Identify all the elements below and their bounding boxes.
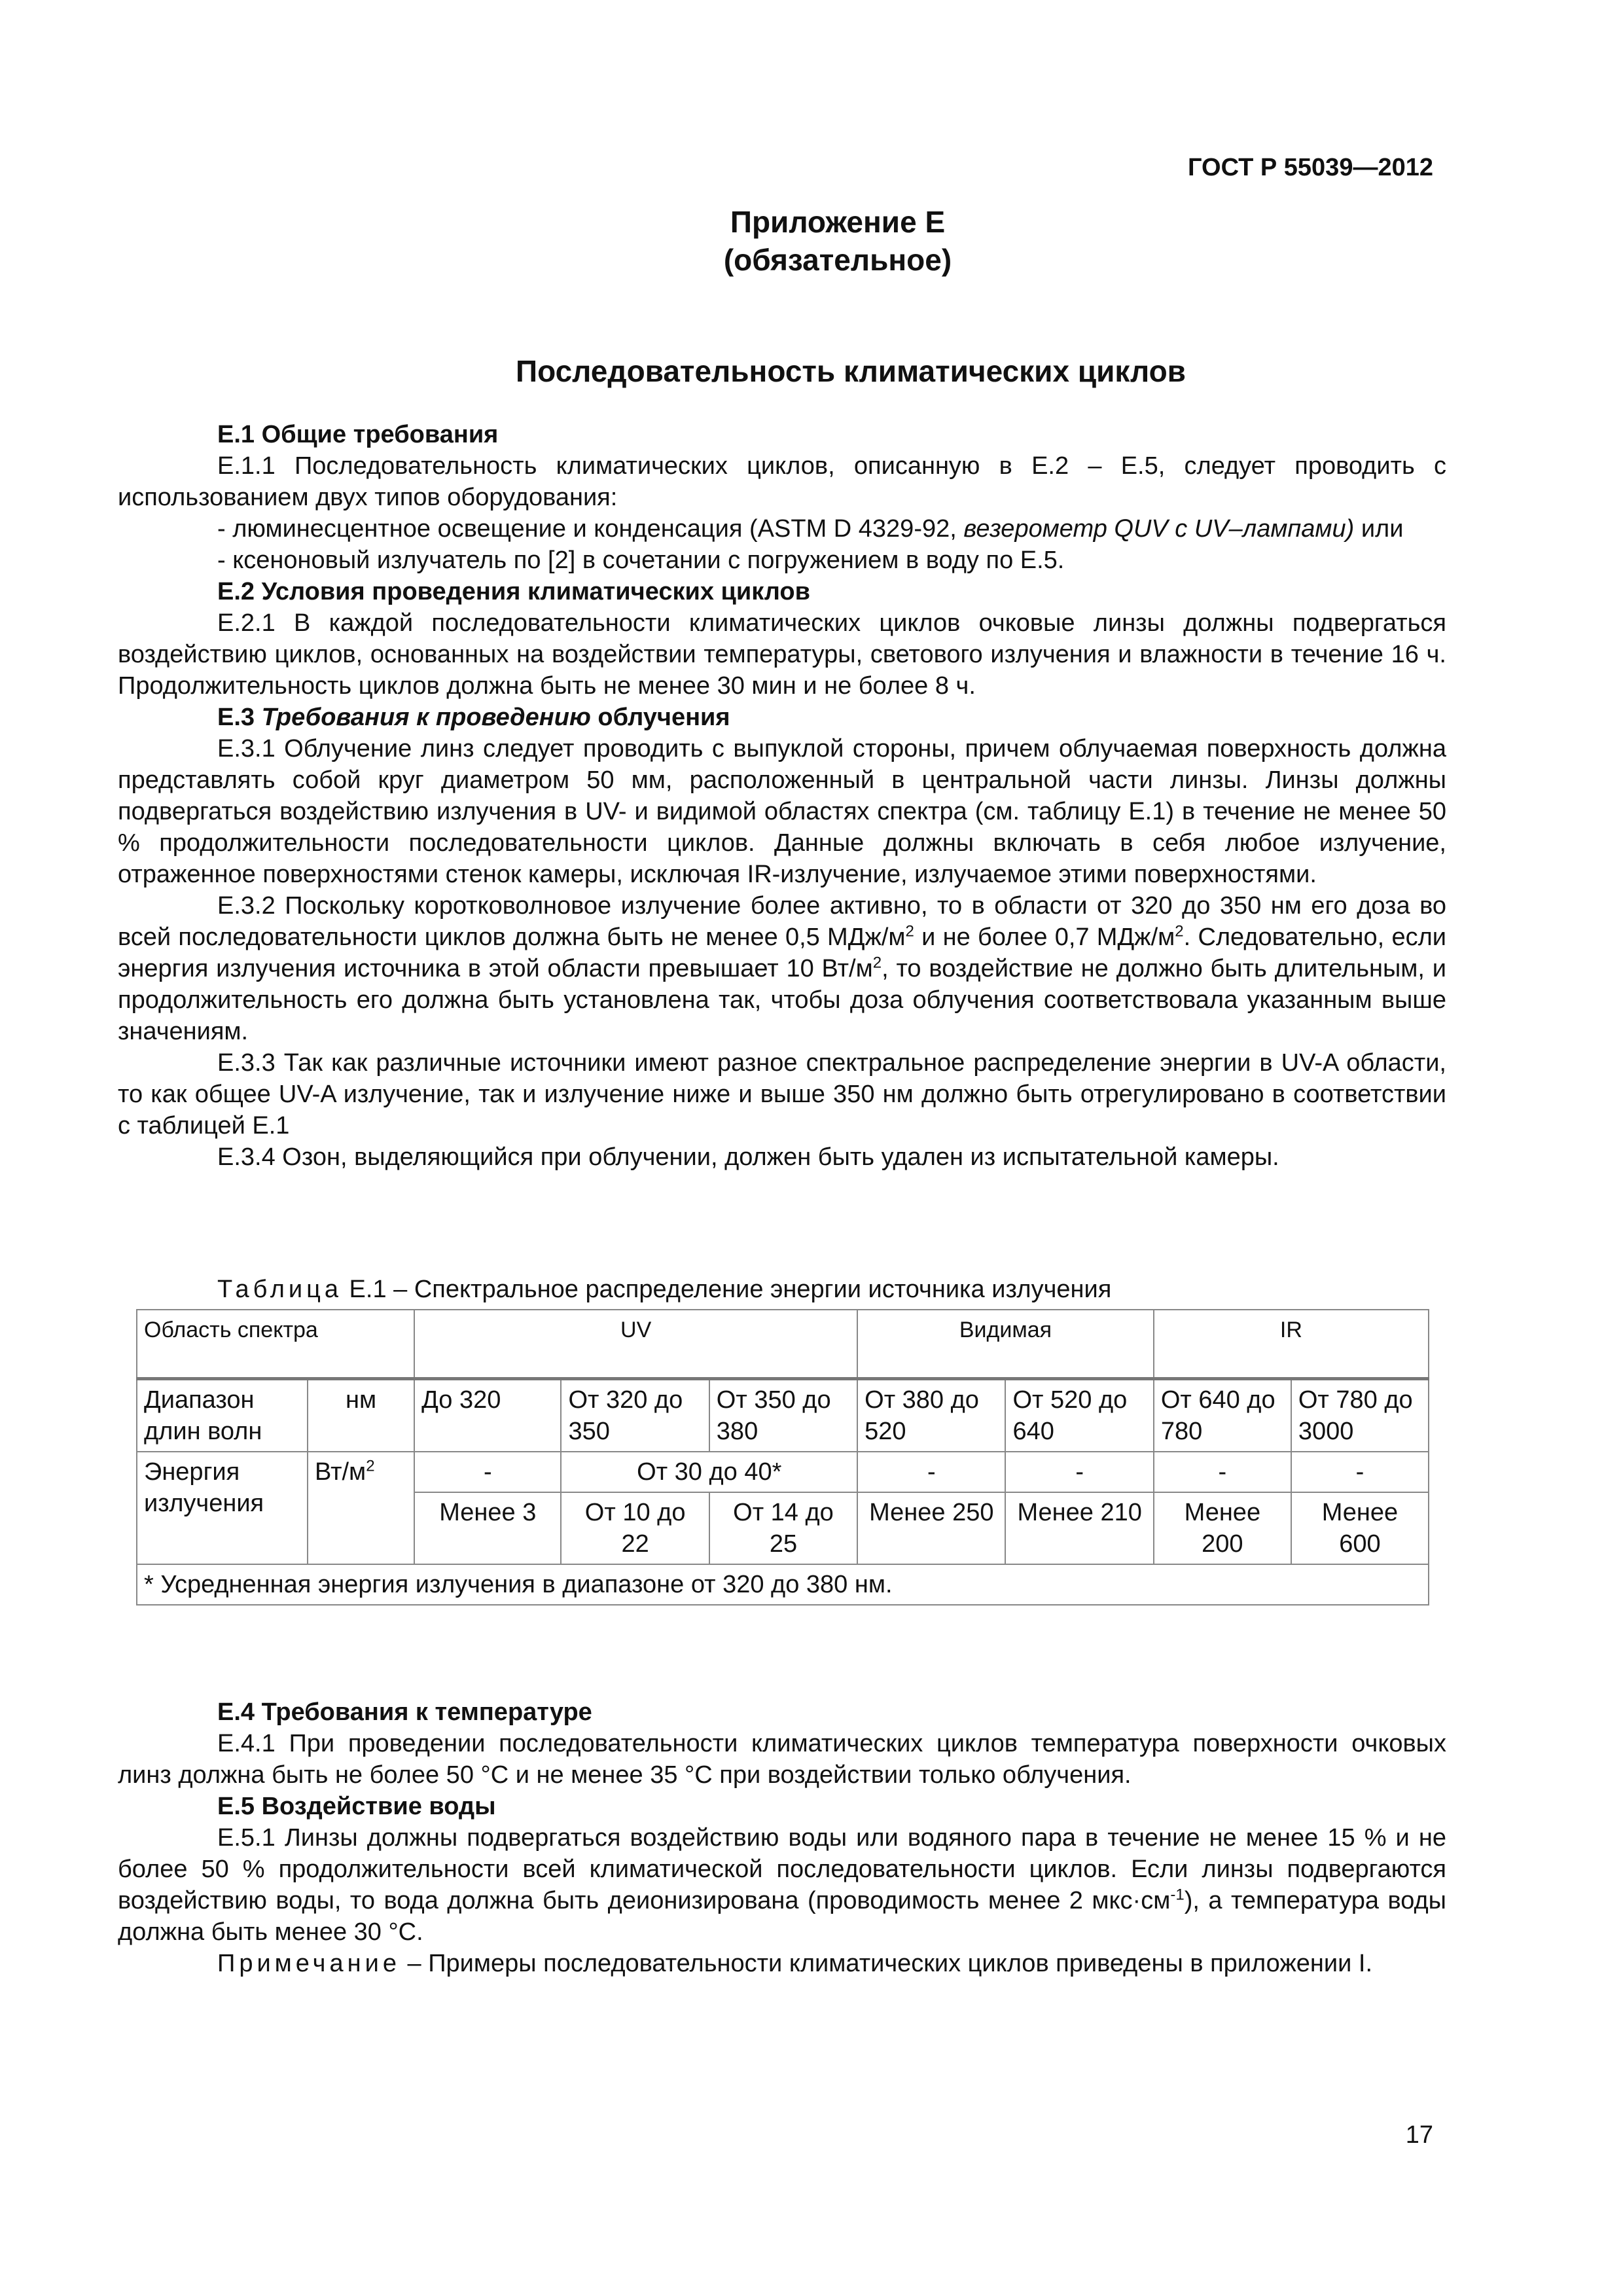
- range-cell: До 320: [414, 1379, 561, 1452]
- energy-cell: Менее 600: [1291, 1492, 1429, 1564]
- sup-m2-b: 2: [1175, 922, 1184, 941]
- header-visible: Видимая: [857, 1310, 1154, 1379]
- paragraph-e3-1: Е.3.1 Облучение линз следует проводить с выпуклой стороны, причем облучаемая поверхность должна представлять собой круг диаметром 50 мм, расположенный в центральной части линзы. Линзы должны подвергаться воздействию излучения в UV- и видимой областях спектра (см. таблицу Е.1) в течение не менее 50 % продолжительности последовательности циклов. Данные должны включать в себя любое излучение, отраженное поверхностями стенок камеры, исключая IR-излучение, излучаемое этими поверхностями.: [118, 735, 1446, 888]
- note: [118, 1948, 1446, 1979]
- energy-cell: От 10 до 22: [561, 1492, 709, 1564]
- energy-cell: -: [1291, 1452, 1429, 1492]
- heading-e3: [118, 702, 1446, 733]
- list-item-1: [118, 513, 1446, 545]
- page-number: 17: [1405, 2121, 1433, 2149]
- footnote-row: [137, 1564, 1429, 1605]
- heading-e3-prefix: Е.3: [217, 704, 262, 731]
- list-item-1-text: - люминесцентное освещение и конденсация (ASTM D 4329-92,: [217, 515, 964, 543]
- note-text: – Примеры последовательности климатических циклов приведены в приложении I.: [400, 1950, 1372, 1977]
- energy-cell: -: [414, 1452, 561, 1492]
- annex-title-line1: Приложение Е: [730, 205, 946, 239]
- body-upper: [118, 419, 1446, 1173]
- range-cell: От 780 до 3000: [1291, 1379, 1429, 1452]
- section-title: Последовательность климатических циклов: [516, 354, 1186, 388]
- table-caption: [217, 1274, 1111, 1305]
- table-caption-text: Е.1 – Спектральное распределение энергии источника излучения: [342, 1276, 1112, 1303]
- energy-cell: От 14 до 25: [709, 1492, 857, 1564]
- header-uv: UV: [414, 1310, 857, 1379]
- annex-title-line2: (обязательное): [723, 243, 952, 277]
- note-label: Примечание: [217, 1950, 401, 1977]
- energy-unit-sup: 2: [366, 1457, 375, 1475]
- list-item-1-italic: везерометр QUV с UV–лампами): [963, 515, 1355, 543]
- heading-e1: Е.1 Общие требования: [217, 421, 499, 448]
- p32-b: и не более 0,7 МДж/м: [914, 924, 1175, 951]
- paragraph-e2-1: Е.2.1 В каждой последовательности климатических циклов очковые линзы должны подвергаться воздействию циклов, основанных на воздействии температуры, светового излучения и влажности в течение 16 ч. Продолжительность циклов должна быть не менее 30 мин и не более 8 ч.: [118, 609, 1446, 700]
- sup-minus1: -1: [1170, 1886, 1185, 1904]
- range-cell: От 320 до 350: [561, 1379, 709, 1452]
- document-code: ГОСТ Р 55039—2012: [1188, 154, 1433, 181]
- annex-title: [0, 203, 1623, 279]
- energy-cell: Менее 3: [414, 1492, 561, 1564]
- energy-cell: -: [1005, 1452, 1153, 1492]
- energy-cell: Менее 250: [857, 1492, 1005, 1564]
- heading-e3-suffix: облучения: [590, 704, 730, 731]
- header-ir: IR: [1154, 1310, 1429, 1379]
- p51-a: Е.5.1 Линзы должны подвергаться воздействию воды или водяного пара в течение не менее 15 % и не более 50 % продолжительности всей климатической последовательности циклов. Если линзы подвергаются воздействию воды, то вода должна быть деионизирована (проводимость менее 2 мкс·см: [118, 1824, 1446, 1914]
- heading-e3-italic: Требования к проведению: [261, 704, 591, 731]
- paragraph-e1-1: Е.1.1 Последовательность климатических циклов, описанную в Е.2 – Е.5, следует проводить с использованием двух типов оборудования:: [118, 452, 1446, 511]
- range-cell: От 350 до 380: [709, 1379, 857, 1452]
- list-item-1-tail: или: [1354, 515, 1404, 543]
- p32-c: . Следовательно, если энергия излучения источника в этой области превышает 10 Вт/м: [118, 924, 1446, 982]
- energy-cell: От 30 до 40*: [561, 1452, 857, 1492]
- energy-cell: -: [1154, 1452, 1291, 1492]
- table-footnote: * Усредненная энергия излучения в диапазоне от 320 до 380 нм.: [137, 1564, 1429, 1605]
- p32-a: Е.3.2 Поскольку коротковолновое излучение более активно, то в области от 320 до 350 нм его доза во всей последовательности циклов должна быть не менее 0,5 МДж/м: [118, 892, 1446, 951]
- p32-d: , то воздействие не должно быть длительным, и продолжительность его должна быть установлена так, чтобы доза облучения соответствовала указанным выше значениям.: [118, 955, 1447, 1045]
- heading-e5: Е.5 Воздействие воды: [217, 1793, 496, 1820]
- body-lower: [118, 1696, 1446, 1979]
- range-row: [137, 1379, 1429, 1452]
- energy-unit-text: Вт/м: [315, 1458, 366, 1486]
- energy-label: Энергия излучения: [137, 1452, 308, 1564]
- energy-cell: Менее 200: [1154, 1492, 1291, 1564]
- table-caption-label: Таблица: [217, 1276, 342, 1303]
- paragraph-e3-2: [118, 890, 1446, 1047]
- range-cell: От 380 до 520: [857, 1379, 1005, 1452]
- range-cell: От 520 до 640: [1005, 1379, 1153, 1452]
- spectral-table: [136, 1309, 1429, 1605]
- list-item-2: - ксеноновый излучатель по [2] в сочетании с погружением в воду по Е.5.: [217, 547, 1065, 574]
- paragraph-e4-1: Е.4.1 При проведении последовательности климатических циклов температура поверхности очковых линз должна быть не более 50 °С и не менее 35 °С при воздействии только облучения.: [118, 1730, 1446, 1789]
- paragraph-e5-1: [118, 1822, 1446, 1948]
- heading-e4: Е.4 Требования к температуре: [217, 1698, 592, 1726]
- paragraph-e3-4: Е.3.4 Озон, выделяющийся при облучении, должен быть удален из испытательной камеры.: [217, 1143, 1279, 1171]
- sup-m2-c: 2: [872, 954, 882, 972]
- p51-b: ), а температура воды должна быть менее 30 °С.: [118, 1887, 1446, 1946]
- heading-e2: Е.2 Условия проведения климатических циклов: [217, 578, 810, 605]
- range-cell: От 640 до 780: [1154, 1379, 1291, 1452]
- range-label: Диапазон длин волн: [137, 1379, 308, 1452]
- table-header-row: [137, 1310, 1429, 1379]
- energy-cell: Менее 210: [1005, 1492, 1153, 1564]
- energy-row-1: [137, 1452, 1429, 1492]
- range-unit: нм: [308, 1379, 414, 1452]
- header-region: Область спектра: [137, 1310, 414, 1379]
- energy-unit: [308, 1452, 414, 1564]
- paragraph-e3-3: Е.3.3 Так как различные источники имеют разное спектральное распределение энергии в UV-A области, то как общее UV-A излучение, так и излучение ниже и выше 350 нм должно быть отрегулировано в соответствии с таблицей Е.1: [118, 1049, 1446, 1139]
- energy-cell: -: [857, 1452, 1005, 1492]
- sup-m2-a: 2: [905, 922, 914, 941]
